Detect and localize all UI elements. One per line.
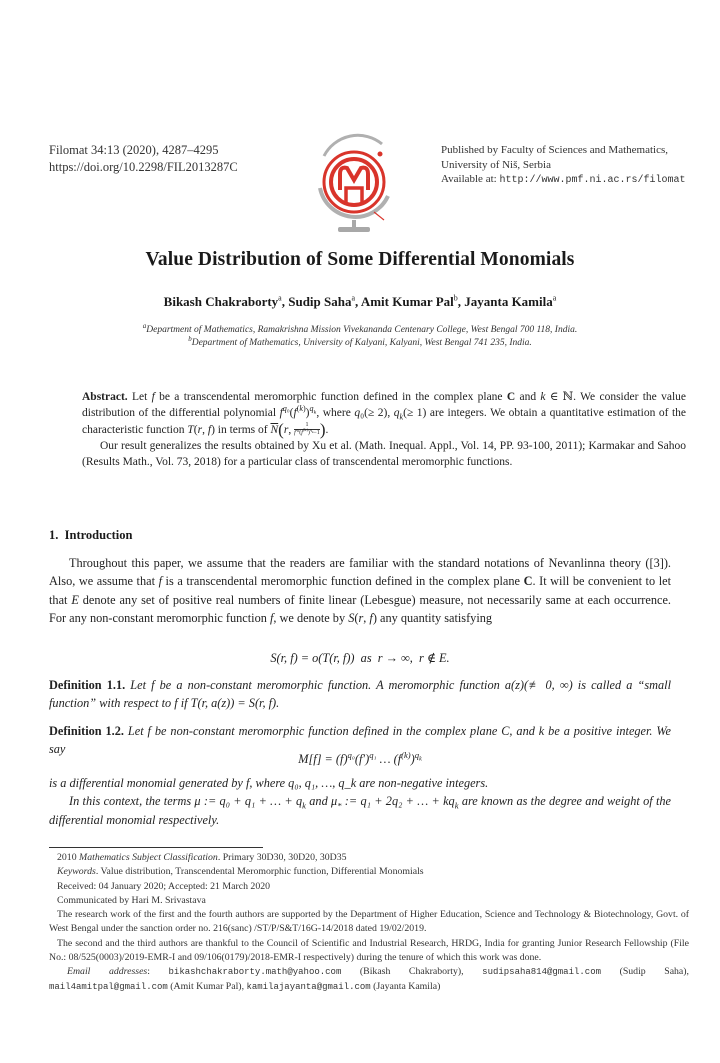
abstract-label: Abstract.: [82, 391, 128, 403]
funding-note-1: The research work of the first and the fourth authors are supported by the Department of Higher Education, Science and Technology & Biotechnology, Govt. of West Bengal under the sanction order no. 216(sanc) /ST/P/S&T/16G-14/2018 dated 19/02/2019.: [49, 909, 689, 935]
text: denote any set of positive real numbers of finite linear (Lebesgue) measure, not necessarily same at each occurrence. For any non-constant meromorphic function: [49, 592, 671, 625]
affiliation-b: [0, 334, 720, 350]
definition-explanation: [49, 774, 671, 829]
msc-label: Mathematics Subject Classification: [79, 852, 218, 863]
explanation-paragraph-1: is a differential monomial generated by f, where q₀, q₁, …, q_k are non-negative integers.: [49, 776, 489, 790]
email-link[interactable]: sudipsaha814@gmail.com: [482, 967, 601, 978]
text: , we denote by: [273, 610, 349, 625]
paper-title: Value Distribution of Some Differential Monomials: [145, 249, 575, 270]
email-label: Email addresses: [67, 966, 148, 978]
footnote-separator: [49, 847, 263, 848]
text: := q₁ + 2q₂ + … + kq: [341, 794, 455, 809]
publisher-line-2: University of Niš, Serbia: [441, 158, 551, 171]
affiliation-mark: a: [142, 321, 147, 330]
email-owner: (Sudip Saha): [619, 966, 687, 978]
definition-label: Definition 1.2.: [49, 724, 124, 738]
keywords-label: Keywords: [57, 866, 96, 878]
definition-text: Let f be a non-constant meromorphic function. A meromorphic function a(z)(≢ 0, ∞) is called a “small function” with respect to f if T(r, a(z)) = S(r, f).: [49, 678, 672, 711]
author-name: Amit Kumar Pal: [360, 294, 454, 309]
author-name: Jayanta Kamila: [464, 294, 553, 309]
equation-differential-monomial: $M[f] = (f)^{q_0}(f')^{q_1}$ … $(f^{(k)})^{q_k}$: [298, 749, 422, 766]
received-accepted-dates: Received: 04 January 2020; Accepted: 21 March 2020: [57, 880, 271, 892]
author-name: Sudip Saha: [288, 294, 352, 309]
text: In this context, the terms μ := q₀ + q₁ + … + q: [69, 794, 303, 809]
journal-citation: [49, 142, 238, 176]
text: . It will be convenient to let that: [49, 574, 671, 607]
journal-volume-pages: Filomat 34:13 (2020), 4287–4295: [49, 143, 219, 157]
affiliation-mark: b: [188, 334, 192, 343]
text: and: [515, 391, 541, 403]
text: , where: [316, 407, 355, 420]
msc-value: . Primary 30D30, 30D20, 30D35: [217, 852, 347, 863]
publisher-logo-icon: [300, 128, 408, 236]
abstract-paragraph-2: Our result generalizes the results obtained by Xu et al. (Math. Inequal. Appl., Vol. 14, PP. 93-100, 2011); Karmakar and Sahoo (Results Math., Vol. 73, 2018) for a particular class of transcendental meromorphic functions.: [82, 439, 686, 469]
email-owner: (Bikash Chakraborty): [359, 966, 462, 978]
fraction: $\frac{1}{f^{q_0}(f^{(k)})^{q_k}-1}$: [294, 422, 320, 437]
text: Let: [127, 391, 152, 403]
text: Throughout this paper, we assume that the readers are familiar with the standard notations of Nevanlinna theory ([3]). Also, we assume that: [49, 556, 671, 589]
affiliation-text: Department of Mathematics, University of Kalyani, Kalyani, West Bengal 741 235, India.: [191, 338, 532, 348]
keywords: [49, 865, 689, 879]
text: are integers. We obtain a quantitative estimation of the characteristic function: [82, 407, 687, 436]
introduction-paragraph: Throughout this paper, we assume that the readers are familiar with the standard notations of Nevanlinna theory ([3]). Also, we assume that f is a transcendental meromorphic function defined in the complex plane C. It will be convenient to let that E denote any set of positive real numbers of finite linear (Lebesgue) measure, not necessarily same at each occurrence. For any non-constant meromorphic function f, we denote by S(r, f) any quantity satisfying: [49, 556, 671, 625]
text: is a transcendental meromorphic function defined in the complex plane: [161, 574, 524, 589]
text: any quantity satisfying: [376, 610, 493, 625]
email-owner: (Amit Kumar Pal): [170, 980, 242, 992]
section-number: 1.: [49, 528, 59, 542]
definition-label: Definition 1.1.: [49, 678, 126, 692]
section-heading: [49, 528, 132, 543]
affiliation-text: Department of Mathematics, Ramakrishna Mission Vivekananda Centenary College, West Bengal 700 118, India.: [146, 325, 578, 335]
affiliation-a: [0, 321, 720, 337]
available-label: Available at:: [441, 173, 500, 185]
email-link[interactable]: kamilajayanta@gmail.com: [246, 981, 371, 992]
msc-classification: [49, 851, 689, 865]
email-link[interactable]: bikashchakraborty.math@yahoo.com: [168, 967, 342, 978]
footnotes: [49, 851, 689, 994]
communicated-by: Communicated by Hari M. Srivastava: [57, 894, 206, 906]
text: 2010: [57, 852, 80, 863]
text: and μ: [305, 794, 338, 809]
affiliation-mark: a: [351, 293, 356, 303]
abstract-paragraph-1: Abstract. Let f be a transcendental meromorphic function defined in the complex plane C and k ∈ ℕ. We consider the value distribution of the differential polynomial $f^{q_0}(f^{(k)})^{q_k}$, where q₀(≥ 2), $q_k(\ge 1)$ are integers. We obtain a quantitative estimation of the characteristic function T(r, f) in terms of $\overline{N}(r$, $\frac{1}{f^{q_0}(f^{(k)})^{q_k}-1}$ ).: [82, 391, 687, 439]
funding-note-2: The second and the third authors are thankful to the Council of Scientific and Industrial Research, HRDG, India for granting Junior Research Fellowship (File No.: 08/525(0003)/2019-EMR-I and 09/106(0179)/2018-EMR-I respectively) during the tenure of which this work was done.: [49, 937, 689, 964]
definition-text: Let f be non-constant meromorphic function defined in the complex plane C, and k be a positive integer. We say: [49, 724, 672, 757]
section-title: Introduction: [64, 528, 133, 542]
definition-1-1: [49, 676, 671, 713]
equation-small-function: S(r, f) = o(T(r, f)) as r → ∞, r ∉ E.: [270, 651, 450, 665]
affiliation-mark: a: [552, 293, 557, 303]
email-link[interactable]: mail4amitpal@gmail.com: [49, 981, 168, 992]
text: in terms of: [214, 423, 271, 436]
text: . We consider the value distribution of the differential polynomial: [82, 391, 686, 420]
email-addresses: Email addresses: bikashchakraborty.math@yahoo.com (Bikash Chakraborty), sudipsaha814@gmail.com (Sudip Saha), mail4amitpal@gmail.com (Amit Kumar Pal), kamilajayanta@gmail.com (Jayanta Kamila): [49, 966, 689, 992]
availability-line: [441, 172, 685, 189]
author-list: Bikash Chakraborty$^a$, Sudip Saha$^a$, Amit Kumar Pal$^b$, Jayanta Kamila$^a$: [163, 293, 557, 309]
text: are known as the degree and weight of the differential monomial respectively.: [49, 794, 671, 827]
affiliation-mark: a: [278, 293, 282, 303]
publisher-line-1: Published by Faculty of Sciences and Mathematics,: [441, 144, 668, 156]
journal-url-link[interactable]: http://www.pmf.ni.ac.rs/filomat: [499, 175, 686, 186]
author-name: Bikash Chakraborty: [163, 294, 279, 309]
explanation-paragraph-2: In this context, the terms μ := q₀ + q₁ + … + $q_k$ and $\mu_*$ := q₁ + 2q₂ + … + $kq_k$ are known as the degree and weight of the differential monomial respectively.: [49, 794, 671, 827]
affiliations: [0, 321, 720, 350]
keywords-value: . Value distribution, Transcendental Meromorphic function, Differential Monomials: [95, 866, 424, 878]
abstract: [82, 389, 686, 470]
affiliation-mark: b: [453, 293, 458, 303]
doi-link[interactable]: https://doi.org/10.2298/FIL2013287C: [49, 160, 238, 174]
publisher-info: [441, 143, 685, 189]
text: be a transcendental meromorphic function defined in the complex plane: [154, 391, 507, 403]
email-owner: (Jayanta Kamila): [373, 980, 441, 992]
